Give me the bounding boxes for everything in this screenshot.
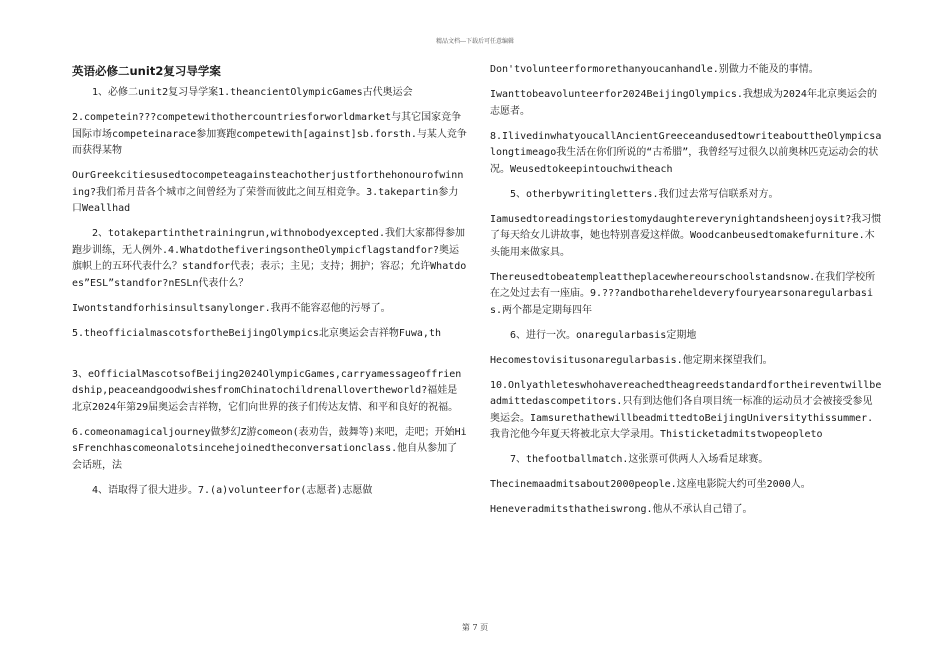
paragraph: 5、otherbywritingletters.我们过去常写信联系对方。 (510, 188, 779, 200)
paragraph: 1、必修二unit2复习导学案1.theancientOlympicGames古代奥运会 (92, 87, 413, 98)
paragraph: Don'tvolunteerformorethanyoucanhandle.别做力不能及的事情。 (490, 64, 819, 75)
paragraph: Iamusedtoreadingstoriestomydaughtereverynightandsheenjoysit?我习惯了每天给女儿讲故事，她也特别喜爱这样做。Woodcanbeusedtomakefurniture.木头能用来做家具。 (490, 213, 882, 258)
paragraph: Thecinemaadmitsabout2000people.这座电影院大约可坐2000人。 (490, 479, 811, 490)
paragraph: 2、totakepartinthetrainingrun,withnobodyexcepted.我们大家都得参加跑步训练，无人例外.4.WhatdothefiveringsontheOlympicflagstandfor?奥运旗帜上的五环代表什么？standfor代表；表示；主见；支持；拥护；容忍；允许Whatdoes”ESL”standfor?nESLn代表什么？ (72, 228, 467, 289)
paragraph: 3、eOfficialMascotsofBeijing2024OlympicGames,carryamessageoffriendship,peaceandgoodwishesfromChinatochildrenallovertheworld?福娃是北京2024年第29届奥运会吉祥物，它们向世界的孩子们传达友情、和平和良好的祝福。 (72, 368, 462, 413)
document-title: 英语必修二unit2复习导学案 (72, 64, 221, 78)
paragraph: 6.comeonamagicaljourney做梦幻Z游comeon(表劝告，鼓舞等)来吧，走吧；开始HisFrenchhascomeonalotsincehejoinedtheconversationclass.他自从参加了会话班，法 (72, 426, 467, 471)
paragraph: Iwanttobeavolunteerfor2024BeijingOlympics.我想成为2024年北京奥运会的志愿者。 (490, 89, 877, 117)
paragraph: Thereusedtobeatempleattheplacewhereourschoolstandsnow.在我们学校所在之处过去有一座庙。9.???andbothareheldeveryfouryearsonaregularbasis.两个都是定期每四年 (490, 271, 876, 316)
paragraph: 6、进行一次。onaregularbasis定期地 (510, 329, 697, 341)
right-column (490, 62, 882, 527)
paragraph: 2.competein???competewithothercountriesforworldmarket与其它国家竞争国际市场competeinarace参加赛跑competewith[against]sb.forsth.与某人竞争而获得某物 (72, 112, 467, 156)
paragraph: Heneveradmitsthatheiswrong.他从不承认自己错了。 (490, 504, 753, 515)
paragraph: 8.IlivedinwhatyoucallAncientGreeceandusedtowriteabouttheOlympicsalongtimeago我生活在你们所说的“古希腊”，我曾经写过很久以前奥林匹克运动会的状况。Weusedtokeepintouchwitheach (490, 130, 882, 175)
paragraph: OurGreekcitiesusedtocompeteagainsteachotherjustforthehonourofwinning?我们希月昔各个城市之间曾经为了荣誉而彼此之间互相竞争。3.takepartin参力口Weallhad (72, 170, 464, 214)
paragraph: 7、thefootballmatch.这张票可供两人入场看足球赛。 (510, 454, 769, 465)
paragraph: 10.Onlyathleteswhohavereachedtheagreedstandardfortheireventwillbeadmittedascompetitors.只有到达他们各自项目统一标准的运动员才会被接受参见奥运会。IamsurethathewillbeadmittedtoBeijingUniversitythissummer.我肯沱他今年夏天将被北京大学录用。Thisticketadmitstwopeopleto (490, 379, 882, 440)
paragraph: 5.theofficialmascotsfortheBeijingOlympics北京奥运会吉祥物Fuwa,th (72, 327, 441, 339)
paragraph: 4、语取得了很大进步。7.(a)volunteerfor(志愿者)志愿做 (92, 484, 373, 496)
page-header: 精品文档---下载后可任意编辑 (435, 38, 515, 45)
paragraph: Hecomestovisitusonaregularbasis.他定期来探望我们。 (490, 354, 773, 366)
left-column (72, 62, 467, 508)
paragraph: Iwontstandforhisinsultsanylonger.我再不能容忍他的污辱了。 (72, 302, 391, 314)
paragraph-gap (72, 351, 467, 367)
page-number: 第 7 页 (461, 623, 489, 632)
